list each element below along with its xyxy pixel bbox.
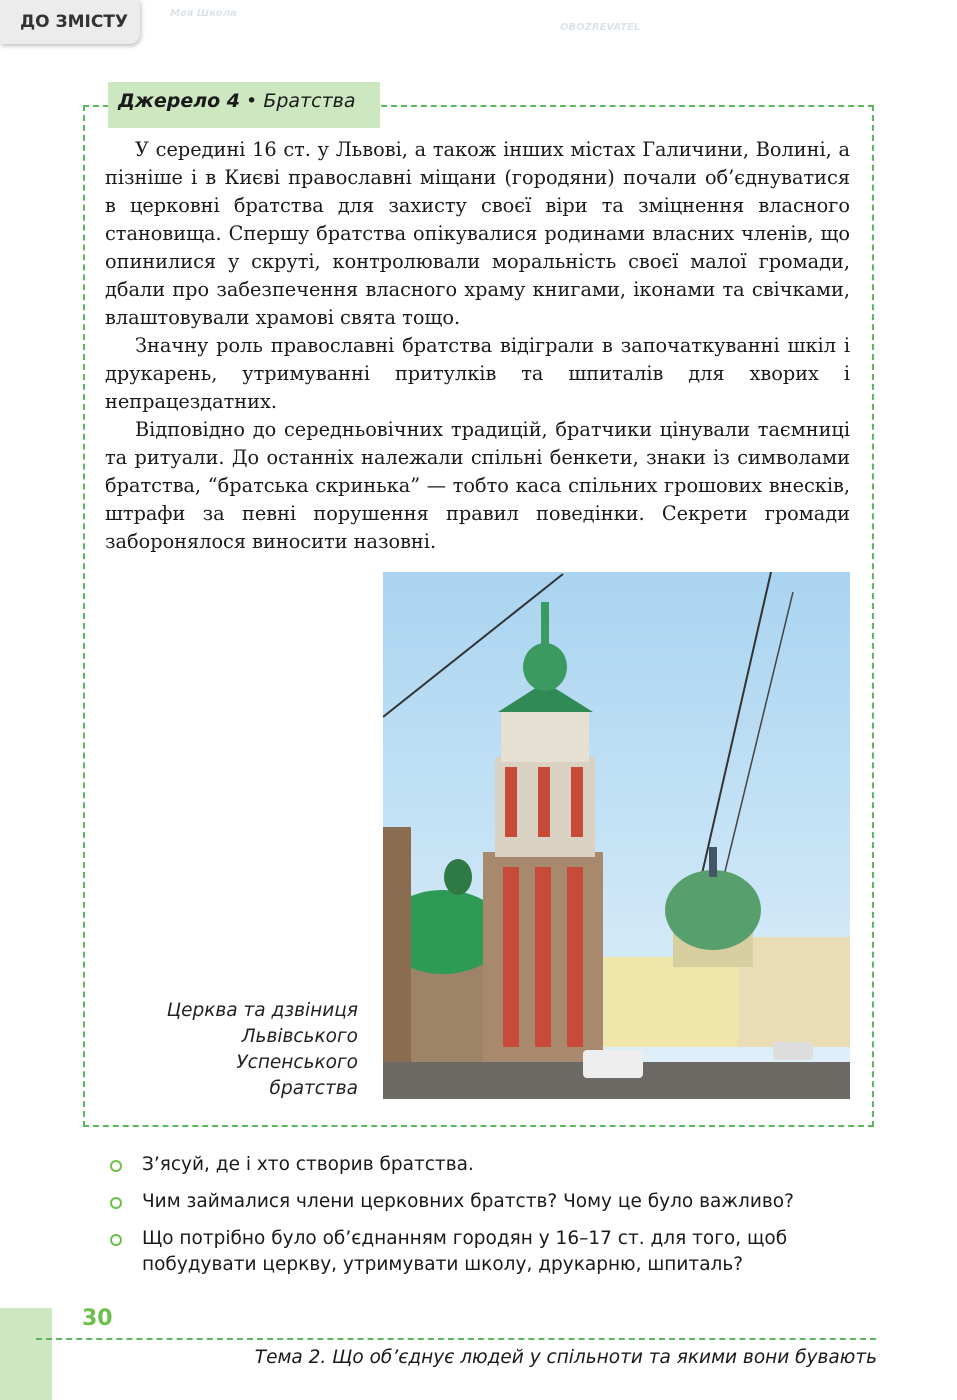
caption-line: Львівського [241, 1026, 358, 1047]
church-photo [383, 572, 850, 1099]
caption-line: Церква та дзвіниця [166, 1000, 358, 1021]
caption-line: Успенського [236, 1052, 358, 1073]
question-item [110, 1226, 880, 1278]
question-text: З’ясуй, де і хто створив братства. [142, 1154, 474, 1175]
page-number: 30 [82, 1306, 113, 1331]
footer-divider [36, 1338, 876, 1340]
watermark: OBOZREVATEL [560, 22, 641, 33]
caption-line: братства [269, 1078, 358, 1099]
question-text: Що потрібно було об’єднанням городян у 16–17 ст. для того, щоб побудувати церкву, утримувати школу, друкарню, шпиталь? [142, 1228, 788, 1275]
photo-caption [140, 998, 358, 1102]
question-item [110, 1189, 880, 1215]
paragraph-3: Відповідно до середньовічних традицій, братчики цінували таємниці та ритуали. До останніх належали спільні бенкети, знаки із символами братства, “братська скринька” — тобто каса спільних грошових внесків, штрафи за певні порушення правил поведінки. Секрети громади заборонялося виносити назовні. [105, 418, 850, 553]
question-list [110, 1152, 880, 1289]
topic-footer: Тема 2. Що об’єднує людей у спільноти та якими вони бувають [254, 1347, 877, 1368]
source-label [108, 82, 380, 128]
toc-button[interactable]: ДО ЗМІСТУ [0, 0, 140, 44]
page-corner-strip [0, 1308, 52, 1400]
paragraph-1: У середині 16 ст. у Львові, а також інших містах Галичини, Волині, а пізніше і в Києві православні міщани (городяни) почали об’єднуватися в церковні братства для захисту своєї віри та зміцнення власного становища. Спершу братства опікувалися родинами власних членів, що опинилися у скруті, контролювали моральність своєї малої громади, дбали про забезпечення власного храму книгами, іконами та свічками, влаштовували храмові свята тощо. [105, 138, 850, 329]
circle-bullet-icon [110, 1197, 122, 1209]
source-separator: • [240, 90, 264, 112]
source-number: Джерело 4 [118, 90, 241, 112]
question-item [110, 1152, 880, 1178]
source-title: Братства [263, 90, 356, 112]
circle-bullet-icon [110, 1160, 122, 1172]
question-text: Чим займалися члени церковних братств? Чому це було важливо? [142, 1191, 794, 1212]
paragraph-2: Значну роль православні братства відіграли в започаткуванні шкіл і друкарень, утримуванні притулків та шпиталів для хворих і непрацездатних. [105, 334, 850, 413]
circle-bullet-icon [110, 1234, 122, 1246]
source-text [105, 136, 850, 556]
watermark: Моя Школа [170, 8, 237, 19]
